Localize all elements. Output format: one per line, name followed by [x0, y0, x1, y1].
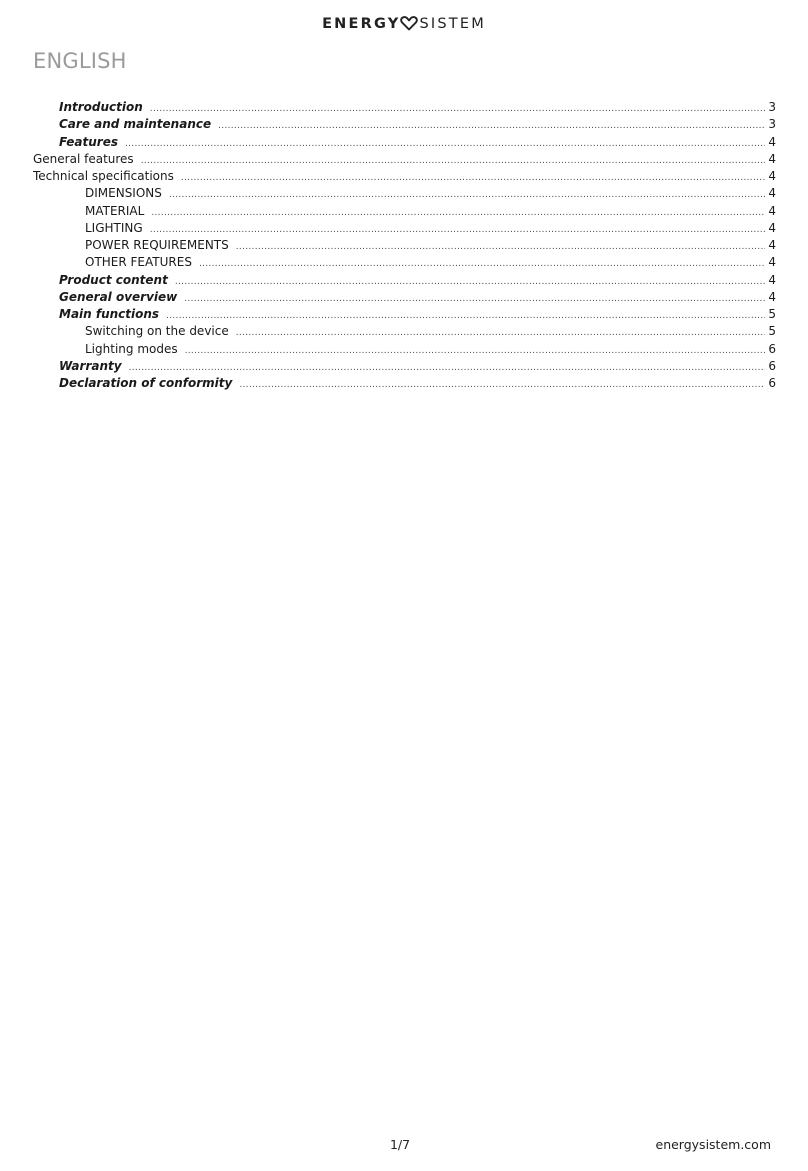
brand-name-part2: SISTEM	[419, 16, 486, 32]
brand-name-part1: ENERGY	[322, 16, 401, 32]
toc-entry[interactable]	[33, 358, 776, 375]
toc-leader-dots	[181, 170, 766, 185]
toc-leader-dots	[175, 274, 766, 289]
toc-leader-dots	[218, 118, 765, 133]
toc-entry-label: Technical specifications	[33, 169, 174, 183]
toc-entry[interactable]	[33, 220, 776, 237]
toc-leader-dots	[150, 222, 766, 237]
toc-entry-label: Care and maintenance	[59, 117, 212, 132]
toc-entry-label: Switching on the device	[85, 324, 229, 339]
toc-leader-dots	[151, 205, 765, 220]
page-indicator: 1/7	[389, 1137, 411, 1152]
toc-entry-label: Lighting modes	[85, 341, 178, 356]
toc-leader-dots	[239, 377, 765, 392]
toc-entry-page: 5	[768, 324, 776, 339]
toc-leader-dots	[236, 239, 766, 254]
toc-entry[interactable]	[33, 116, 776, 133]
toc-entry-label: Declaration of conformity	[59, 376, 233, 390]
toc-leader-dots	[150, 101, 766, 116]
toc-entry[interactable]	[33, 306, 776, 323]
toc-entry-label: POWER REQUIREMENTS	[85, 238, 229, 252]
toc-entry-page: 4	[768, 203, 776, 218]
toc-leader-dots	[184, 291, 765, 306]
toc-entry[interactable]	[33, 254, 776, 271]
toc-entry-label: General features	[33, 151, 134, 166]
toc-leader-dots	[169, 187, 765, 202]
toc-leader-dots	[129, 360, 766, 375]
toc-entry-label: LIGHTING	[85, 220, 143, 235]
toc-entry-page: 4	[768, 134, 776, 149]
toc-entry-label: General overview	[59, 289, 178, 304]
toc-entry-page: 5	[768, 307, 776, 321]
toc-entry-label: MATERIAL	[85, 203, 145, 218]
toc-entry-label: Features	[59, 134, 118, 149]
toc-leader-dots	[141, 153, 766, 168]
toc-entry-page: 4	[768, 255, 776, 270]
table-of-contents	[33, 99, 776, 392]
toc-entry-page: 4	[768, 169, 776, 183]
toc-entry[interactable]	[33, 99, 776, 116]
toc-entry-page: 4	[768, 289, 776, 304]
toc-entry-page: 4	[768, 151, 776, 166]
toc-entry[interactable]	[33, 341, 776, 358]
toc-entry-page: 3	[768, 100, 776, 114]
toc-entry-label: DIMENSIONS	[85, 186, 162, 201]
brand-logo	[0, 16, 808, 32]
toc-entry-page: 6	[768, 358, 776, 373]
toc-entry[interactable]	[33, 134, 776, 151]
toc-entry-page: 6	[768, 341, 776, 356]
toc-leader-dots	[199, 256, 765, 271]
toc-entry-page: 4	[768, 238, 776, 252]
toc-entry-label: Product content	[59, 272, 168, 287]
toc-entry[interactable]	[33, 272, 776, 289]
heart-outline-icon	[400, 16, 418, 31]
toc-entry[interactable]	[33, 168, 776, 185]
toc-entry-label: Introduction	[59, 100, 143, 114]
toc-entry-page: 4	[768, 186, 776, 201]
website-link: energysistem.com	[655, 1137, 771, 1152]
toc-entry-page: 6	[768, 376, 776, 390]
toc-entry-label: OTHER FEATURES	[85, 255, 192, 270]
toc-entry[interactable]	[33, 375, 776, 392]
toc-entry[interactable]	[33, 151, 776, 168]
toc-entry[interactable]	[33, 289, 776, 306]
toc-entry-page: 4	[768, 220, 776, 235]
toc-leader-dots	[125, 136, 765, 151]
toc-leader-dots	[185, 343, 766, 358]
toc-entry-page: 4	[768, 272, 776, 287]
toc-entry[interactable]	[33, 323, 776, 340]
toc-entry-label: Warranty	[59, 358, 122, 373]
toc-leader-dots	[166, 308, 765, 323]
language-heading: ENGLISH	[33, 49, 127, 73]
toc-entry[interactable]	[33, 185, 776, 202]
toc-entry-page: 3	[768, 117, 776, 132]
toc-entry[interactable]	[33, 203, 776, 220]
toc-entry-label: Main functions	[59, 307, 160, 321]
toc-entry[interactable]	[33, 237, 776, 254]
toc-leader-dots	[236, 325, 766, 340]
